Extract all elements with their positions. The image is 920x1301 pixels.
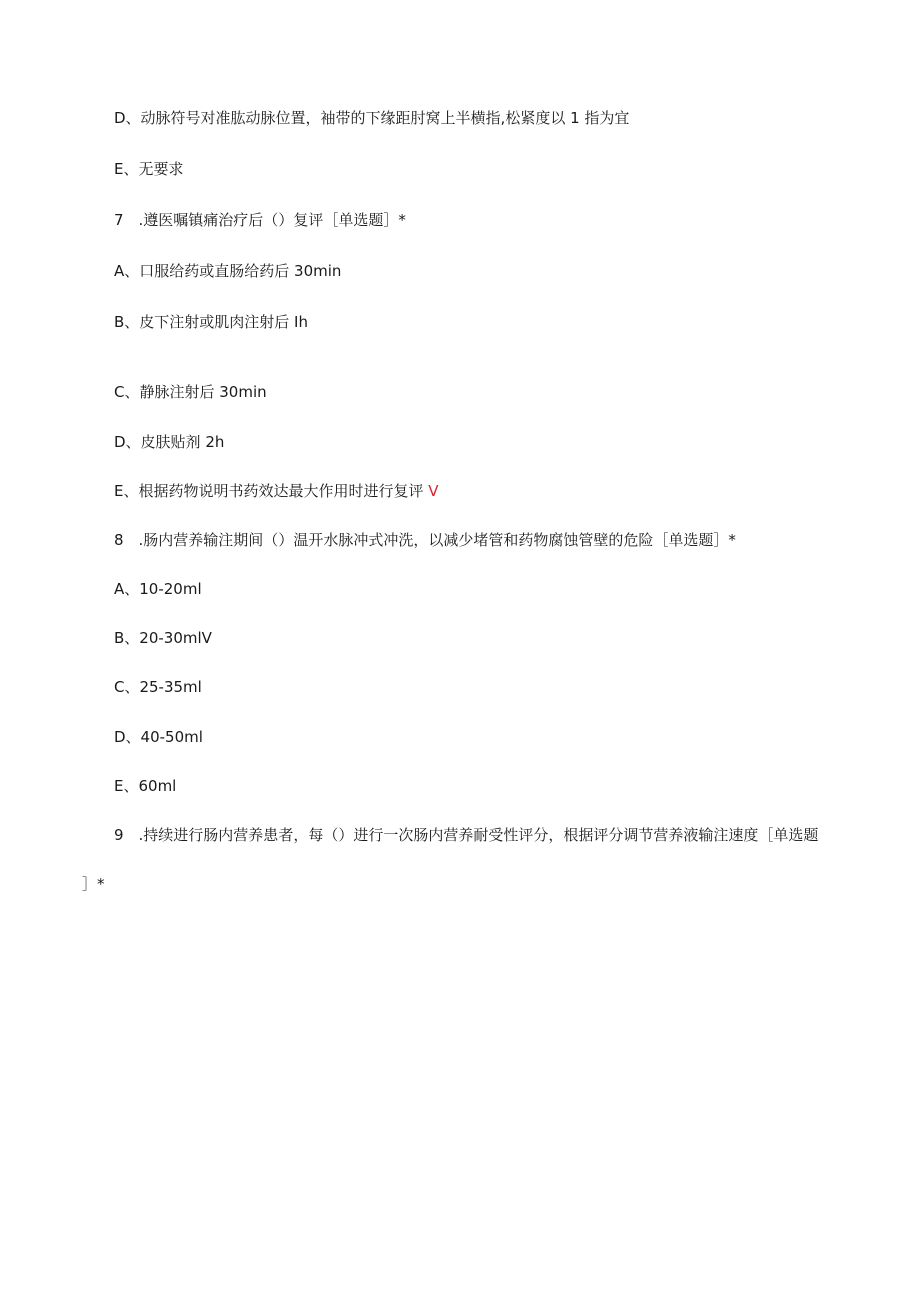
q7-option-d: D、皮肤贴剂 2h (114, 433, 225, 451)
question-7: 7 .遵医嘱镇痛治疗后（）复评［单选题］* (114, 211, 406, 229)
question-9: 9 .持续进行肠内营养患者，每（）进行一次肠内营养耐受性评分，根据评分调节营养液输注速度［单选题 (114, 826, 819, 844)
question-9-continuation: ］* (82, 875, 105, 893)
q7-option-c: C、静脉注射后 30min (114, 383, 267, 401)
q8-option-d: D、40-50ml (114, 728, 203, 746)
correct-answer-mark: V (428, 482, 439, 500)
q8-option-a: A、10-20ml (114, 580, 202, 598)
q8-option-b: B、20-30mlV (114, 629, 212, 647)
q7-option-a: A、口服给药或直肠给药后 30min (114, 262, 342, 280)
q6-option-e: E、无要求 (114, 160, 184, 178)
question-8: 8 .肠内营养输注期间（）温开水脉冲式冲洗，以减少堵管和药物腐蚀管壁的危险［单选题］* (114, 531, 736, 549)
q8-option-c: C、25-35ml (114, 678, 202, 696)
q7-option-b: B、皮下注射或肌肉注射后 Ih (114, 313, 308, 331)
q8-option-e: E、60ml (114, 777, 177, 795)
q6-option-d: D、动脉符号对准肱动脉位置，袖带的下缘距肘窝上半横指,松紧度以 1 指为宜 (114, 109, 630, 127)
q7-option-e (114, 481, 439, 501)
q7-option-e-text: E、根据药物说明书药效达最大作用时进行复评 (114, 482, 424, 500)
